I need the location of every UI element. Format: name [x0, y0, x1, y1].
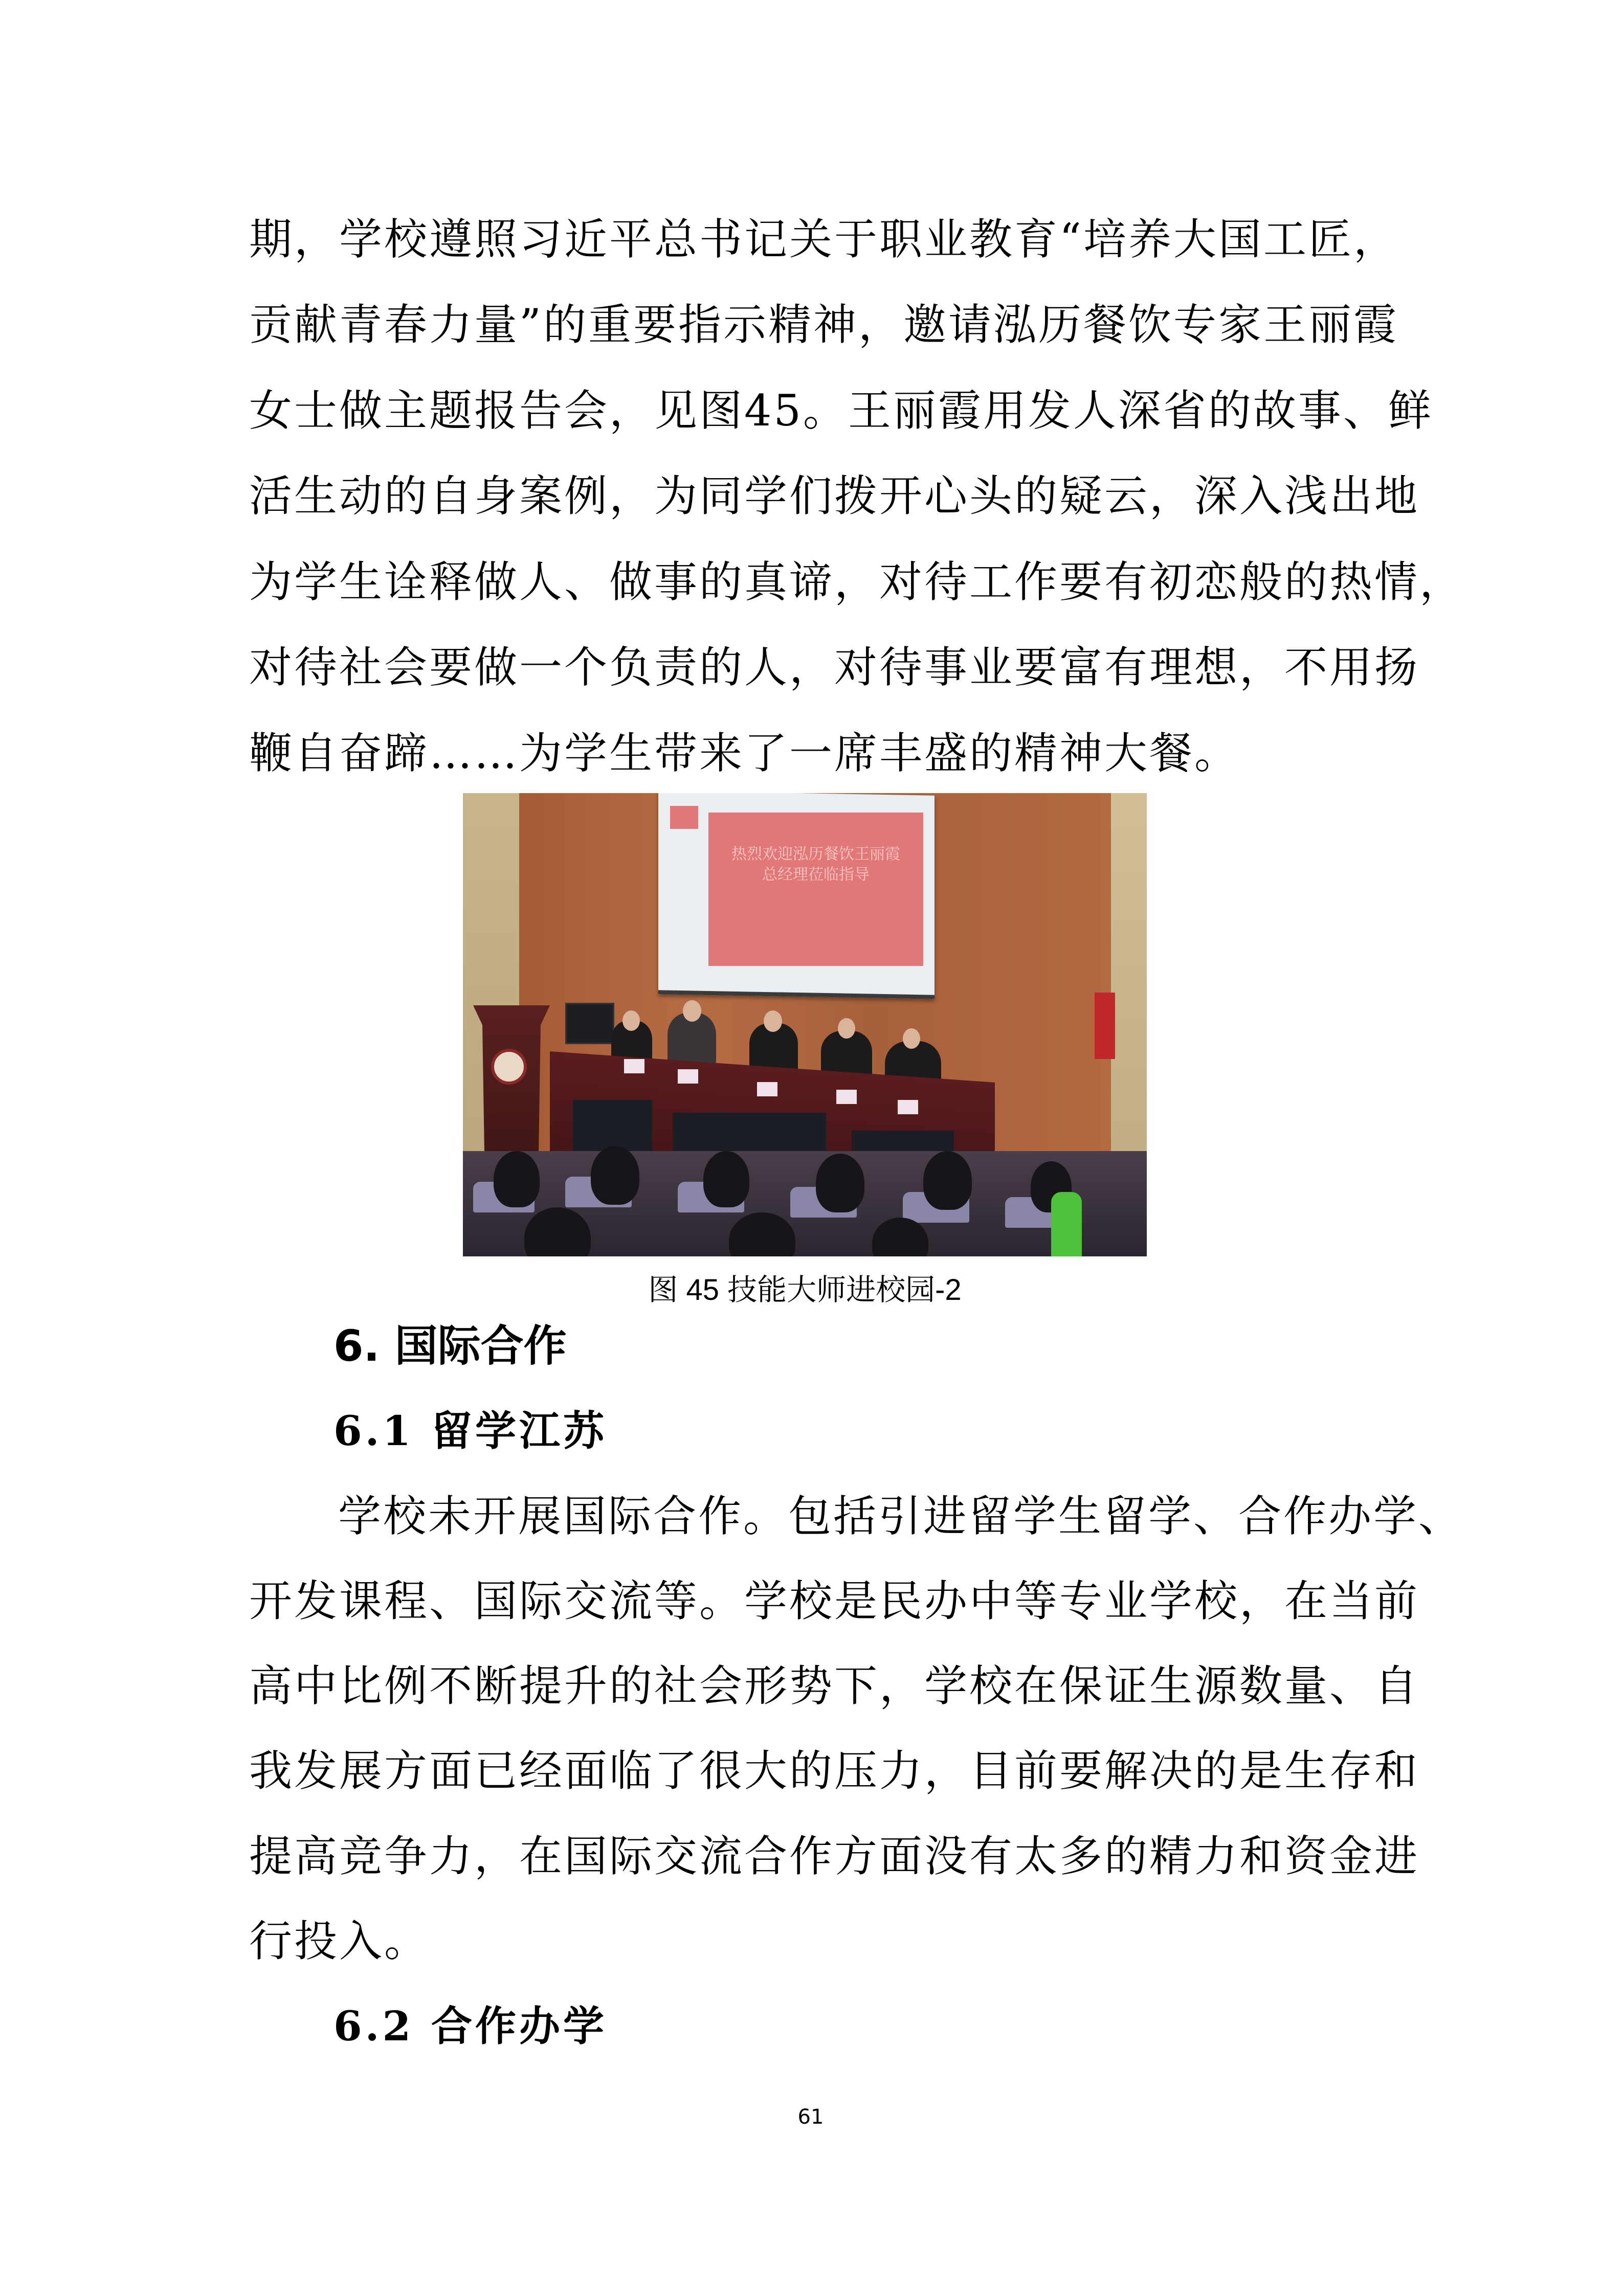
- name-plate: [624, 1059, 644, 1073]
- audience-head: [591, 1146, 639, 1205]
- audience-head: [494, 1151, 540, 1207]
- paragraph-line: 我发展方面已经面临了很大的压力，目前要解决的是生存和: [249, 1746, 1420, 1796]
- paragraph-line: 开发课程、国际交流等。学校是民办中等专业学校，在当前: [249, 1576, 1420, 1626]
- paragraph-line: 活生动的自身案例，为同学们拨开心头的疑云，深入浅出地: [249, 471, 1420, 521]
- paragraph-line: 期，学校遵照习近平总书记关于职业教育“培养大国工匠，: [249, 214, 1398, 264]
- paragraph-line: 行投入。: [249, 1916, 430, 1966]
- slide-title: 热烈欢迎泓历餐饮王丽霞 总经理莅临指导: [731, 845, 900, 884]
- paragraph-line: 对待社会要做一个负责的人，对待事业要富有理想，不用扬: [249, 642, 1420, 692]
- panelist-face: [683, 1000, 701, 1022]
- presentation-slide: [708, 813, 923, 966]
- figure-photo-lecture-hall: [463, 793, 1147, 1256]
- paragraph-line: 学校未开展国际合作。包括引进留学生留学、合作办学、: [338, 1491, 1464, 1541]
- podium: [473, 1005, 550, 1169]
- panelist-face: [764, 1010, 782, 1032]
- name-plate: [836, 1090, 857, 1104]
- subsection-heading: 6.1 留学江苏: [333, 1407, 608, 1455]
- name-plate: [898, 1100, 918, 1114]
- monitor: [565, 1003, 614, 1044]
- paragraph-line: 鞭自奋蹄……为学生带来了一席丰盛的精神大餐。: [249, 728, 1240, 778]
- section-heading: 6. 国际合作: [333, 1321, 567, 1371]
- panelist-face: [838, 1018, 855, 1039]
- panelist-face: [903, 1028, 920, 1049]
- green-jacket: [1051, 1192, 1082, 1256]
- slide-thumbnail: [670, 806, 698, 829]
- school-logo-icon: [491, 1049, 527, 1085]
- audience-head: [816, 1154, 864, 1212]
- name-plate: [757, 1082, 777, 1096]
- name-plate: [678, 1069, 698, 1084]
- fire-extinguisher-box: [1095, 993, 1115, 1059]
- paragraph-line: 高中比例不断提升的社会形势下，学校在保证生源数量、自: [249, 1661, 1420, 1711]
- paragraph-line: 提高竞争力，在国际交流合作方面没有太多的精力和资金进: [249, 1831, 1420, 1881]
- paragraph-line: 贡献青春力量”的重要指示精神，邀请泓历餐饮专家王丽霞: [249, 300, 1398, 350]
- figure-caption: 图 45 技能大师进校园-2: [648, 1273, 962, 1307]
- audience-head: [703, 1151, 749, 1207]
- subsection-heading: 6.2 合作办学: [333, 2002, 608, 2050]
- paragraph-line: 为学生诠释做人、做事的真谛，对待工作要有初恋般的热情，: [249, 557, 1465, 607]
- paragraph-line: 女士做主题报告会，见图45。王丽霞用发人深省的故事、鲜: [249, 386, 1433, 436]
- panelist-face: [622, 1010, 640, 1031]
- page-number: 61: [797, 2105, 824, 2129]
- audience-head: [923, 1151, 972, 1210]
